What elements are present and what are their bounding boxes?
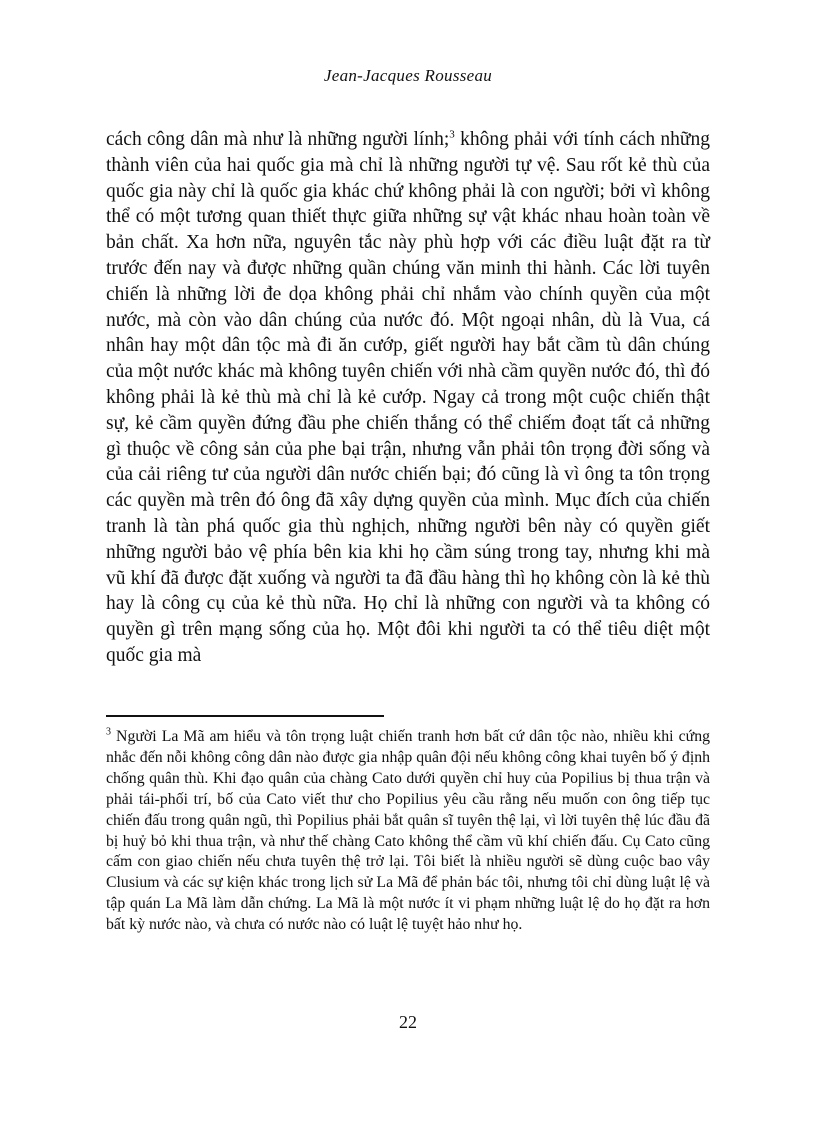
footnote xyxy=(106,727,710,936)
footnote-reference[interactable]: 3 xyxy=(449,128,455,141)
footnote-separator xyxy=(106,715,384,717)
footnote-number: 3 xyxy=(106,726,111,738)
main-paragraph xyxy=(106,127,710,669)
main-text-part-2: không phải với tính cách những thành viên của hai quốc gia mà chỉ là những người tự vệ. Sau rốt kẻ thù của quốc gia này chỉ là quốc gia khác chứ không phải là con người; bởi vì không thể có một tương quan thiết thực giữa những sự vật khác nhau hoàn toàn về bản chất. Xa hơn nữa, nguyên tắc này phù hợp với các điều luật đặt ra từ trước đến nay và được những quần chúng văn minh thi hành. Các lời tuyên chiến là những lời đe dọa không phải chỉ nhắm vào chính quyền của một nước, mà còn vào dân chúng của nước đó. Một ngoại nhân, dù là Vua, cá nhân hay một dân tộc mà đi ăn cướp, giết người hay bắt cầm tù dân chúng của một nước khác mà không tuyên chiến với nhà cầm quyền nước đó, thì đó không phải là kẻ thù mà chỉ là kẻ cướp. Ngay cả trong một cuộc chiến thật sự, kẻ cầm quyền đứng đầu phe chiến thắng có thể chiếm đoạt tất cả những gì thuộc về công sản của phe bại trận, nhưng vẫn phải tôn trọng đời sống và của cải riêng tư của người dân nước chiến bại; đó cũng là vì ông ta tôn trọng các quyền mà trên đó ông đã xây dựng quyền của mình. Mục đích của chiến tranh là tàn phá quốc gia thù nghịch, những người bên này có quyền giết những người bảo vệ phía bên kia khi họ cầm súng trong tay, nhưng khi mà vũ khí đã được đặt xuống và người ta đã đầu hàng thì họ không còn là kẻ thù hay là công cụ của kẻ thù nữa. Họ chỉ là những con người và ta không có quyền gì trên mạng sống của họ. Một đôi khi người ta có thể tiêu diệt một quốc gia mà xyxy=(106,129,710,666)
page-number: 22 xyxy=(399,1012,417,1032)
running-header: Jean-Jacques Rousseau xyxy=(323,66,493,85)
main-text-part-1: cách công dân mà như là những người lính; xyxy=(106,129,450,150)
footnote-text: Người La Mã am hiểu và tôn trọng luật chiến tranh hơn bất cứ dân tộc nào, nhiều khi cứng nhắc đến nỗi không công dân nào được gia nhập quân đội nếu không công khai tuyên bố ý định chống quân thù. Khi đạo quân của chàng Cato dưới quyền chỉ huy của Popilius bị thua trận và phải tái-phối trí, bố của Cato viết thư cho Popilius yêu cầu rằng nếu muốn con ông tiếp tục chiến đấu trong quân ngũ, thì Popilius phải bắt quân sĩ tuyên thệ lại, vì lời tuyên thệ lúc đầu đã bị huỷ bỏ khi thua trận, và như thế chàng Cato không thể cầm vũ khí chiến đấu. Cụ Cato cũng cấm con giao chiến nếu chưa tuyên thệ trở lại. Tôi biết là nhiều người sẽ dùng cuộc bao vây Clusium và các sự kiện khác trong lịch sử La Mã để phản bác tôi, nhưng tôi chỉ dùng luật lệ và tập quán La Mã làm dẫn chứng. La Mã là một nước ít vi phạm những luật lệ do họ đặt ra hơn bất kỳ nước nào, và chưa có nước nào có luật lệ tuyệt hảo như họ. xyxy=(106,728,710,934)
